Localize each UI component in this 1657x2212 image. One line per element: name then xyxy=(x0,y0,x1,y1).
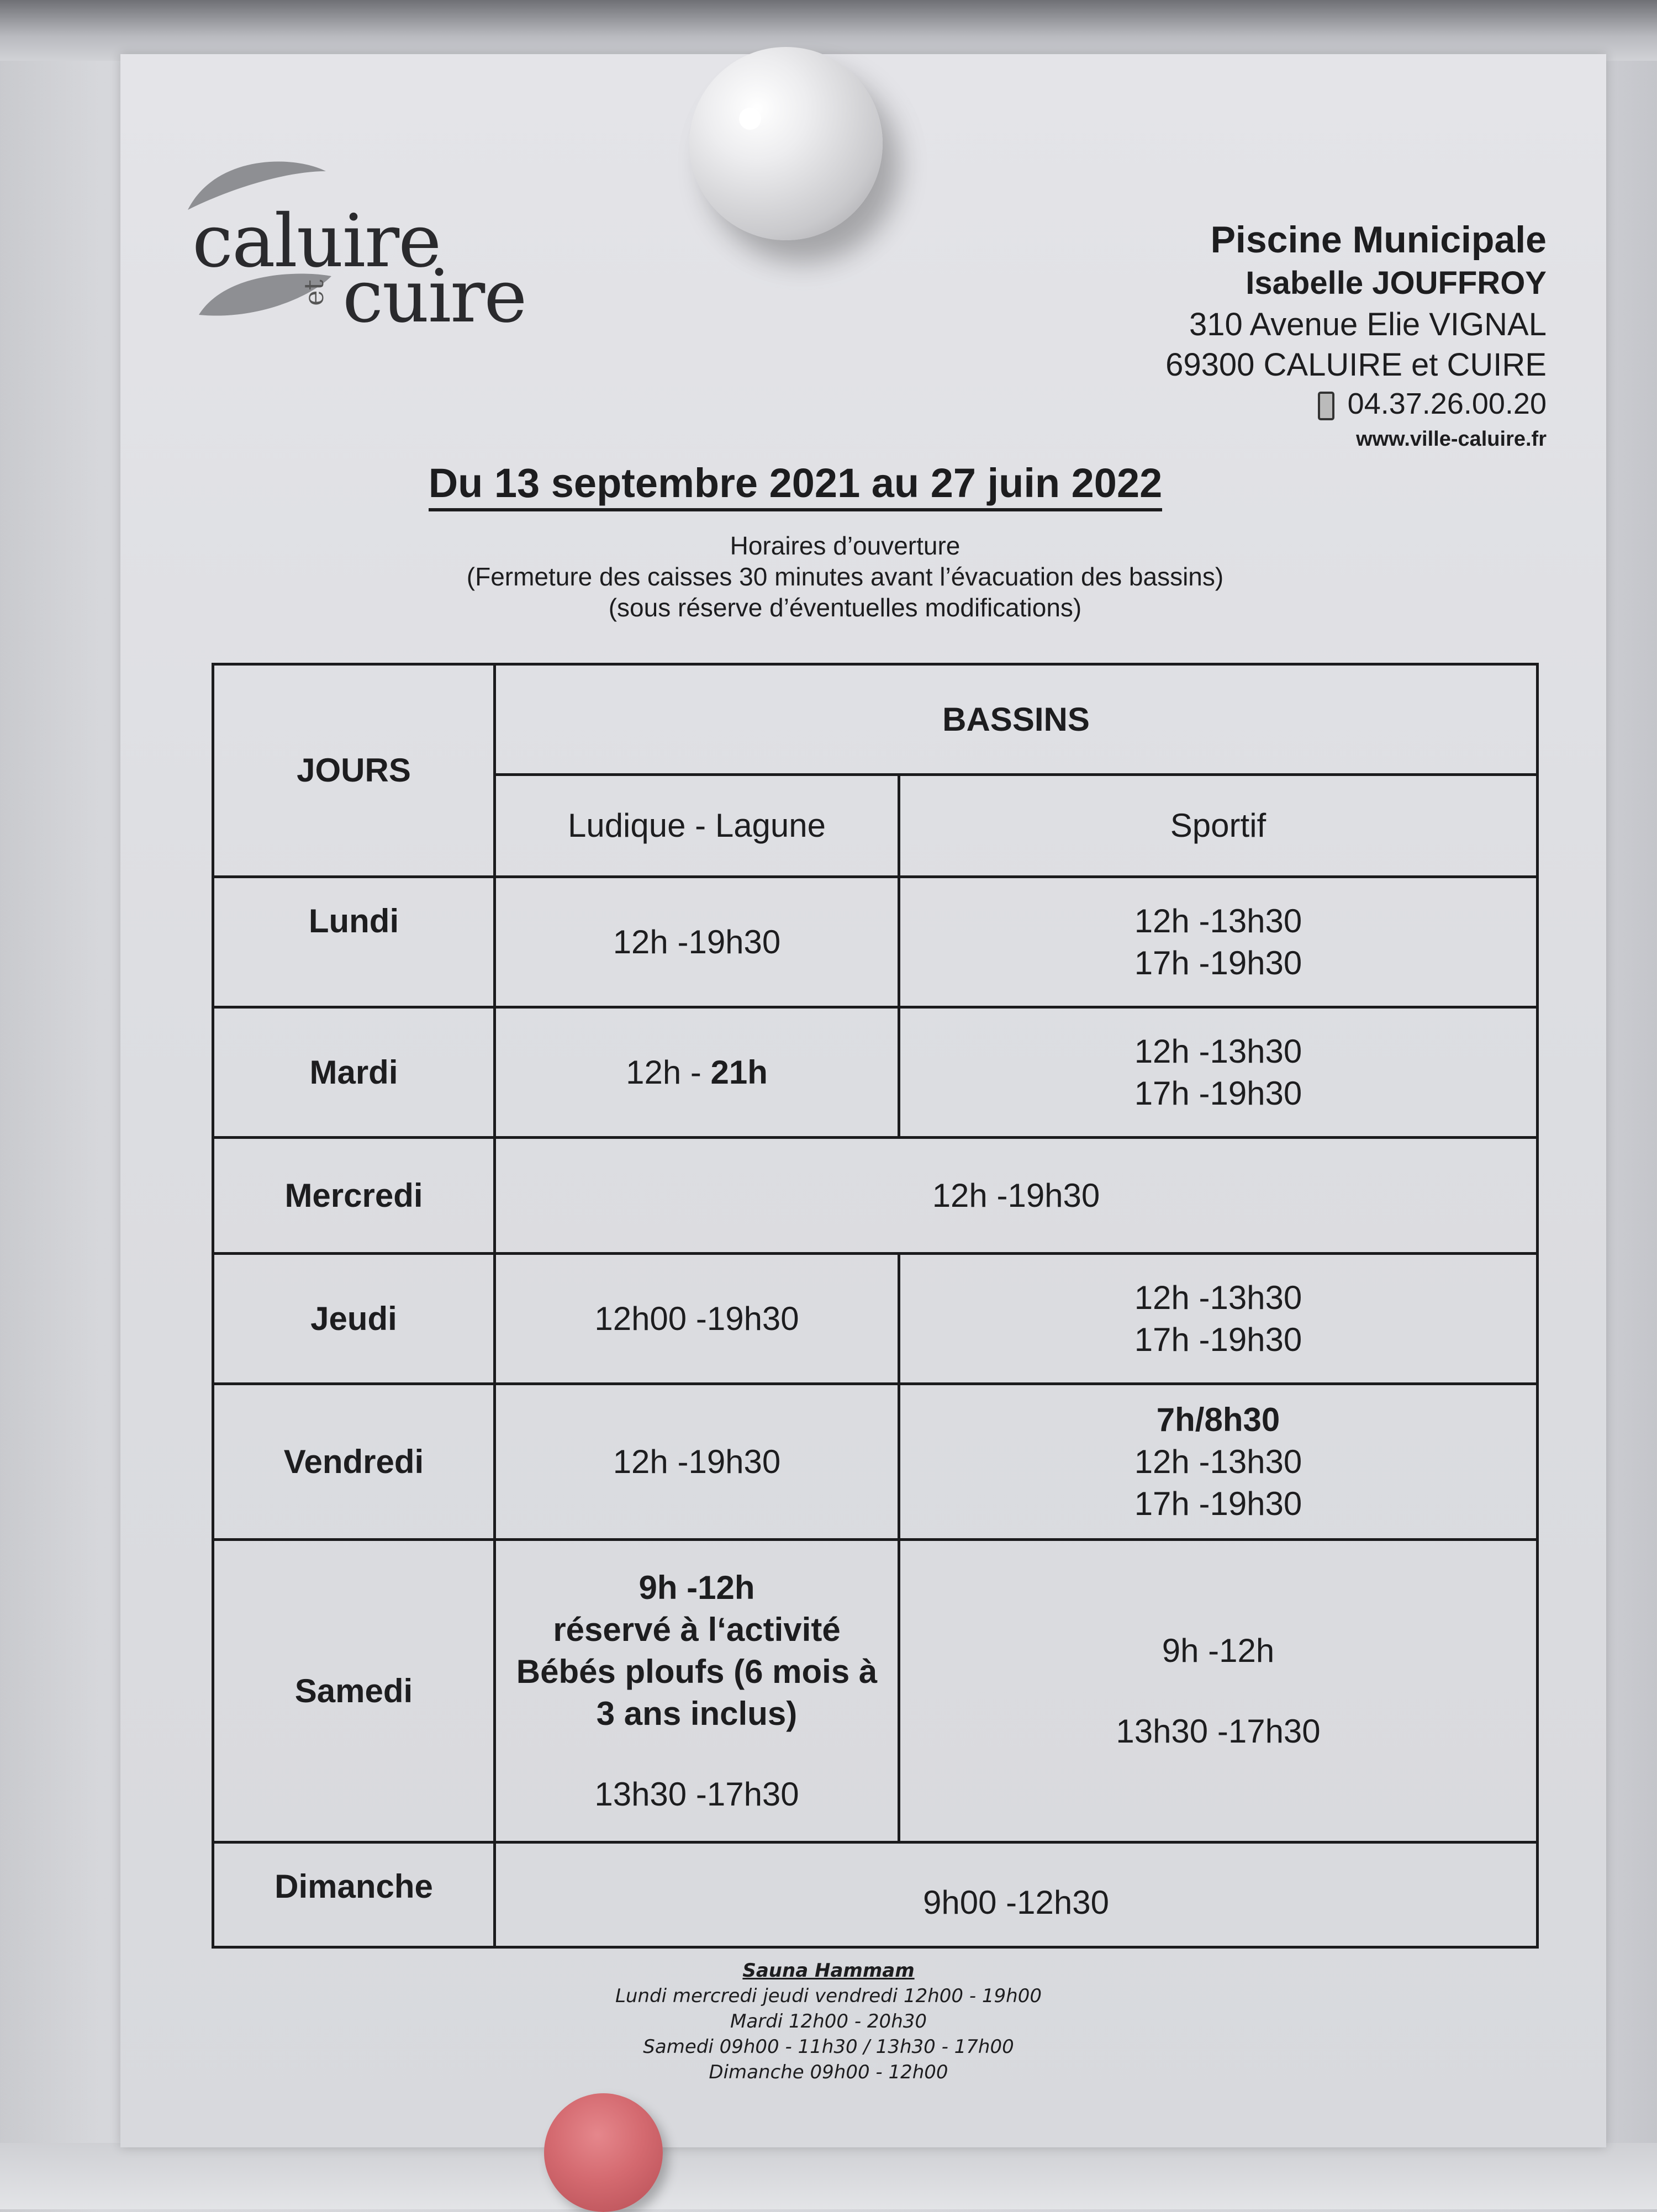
red-magnet xyxy=(544,2093,663,2212)
contact-block xyxy=(1165,218,1547,451)
ludique-cell xyxy=(495,1540,899,1843)
note-line: réservé à l‘activité xyxy=(553,1611,841,1648)
background-top-edge xyxy=(0,0,1657,61)
time-part-bold: 21h xyxy=(710,1053,768,1091)
subtitle-line-1: Horaires d’ouverture xyxy=(730,531,961,560)
subtitle xyxy=(0,530,1657,623)
ludique-cell xyxy=(495,1007,899,1138)
table-row xyxy=(213,1138,1538,1254)
ludique-cell: 12h00 -19h30 xyxy=(495,1254,899,1384)
table-row xyxy=(213,1007,1538,1138)
header-jours: JOURS xyxy=(213,664,495,877)
table-row xyxy=(213,1254,1538,1384)
table-header-row xyxy=(213,664,1538,775)
time-slot: 12h -13h30 xyxy=(1134,1443,1302,1480)
header-sportif: Sportif xyxy=(899,775,1538,877)
sauna-hammam-block xyxy=(0,1958,1657,2085)
schedule-table xyxy=(212,663,1539,1949)
day-cell: Lundi xyxy=(213,877,495,1007)
day-cell: Dimanche xyxy=(213,1843,495,1947)
address-line-1: 310 Avenue Elie VIGNAL xyxy=(1189,307,1547,342)
sportif-cell xyxy=(899,1384,1538,1540)
time-slot-bold: 7h/8h30 xyxy=(1156,1401,1280,1438)
phone-number: 04.37.26.00.20 xyxy=(1347,387,1547,420)
time-slot-bold: 9h -12h xyxy=(638,1569,755,1606)
table-row xyxy=(213,1384,1538,1540)
day-cell: Samedi xyxy=(213,1540,495,1843)
subtitle-line-2: (Fermeture des caisses 30 minutes avant l’évacuation des bassins) xyxy=(466,562,1224,591)
sportif-cell xyxy=(899,1540,1538,1843)
background-bottom-edge xyxy=(0,2143,1657,2209)
footer-line-1: Lundi mercredi jeudi vendredi 12h00 - 19h00 xyxy=(615,1985,1042,2007)
page-title xyxy=(0,460,1657,506)
footer-line-3: Samedi 09h00 - 11h30 / 13h30 - 17h00 xyxy=(643,2036,1014,2058)
time-slot: 12h -13h30 xyxy=(1134,1279,1302,1316)
note-line: Bébés ploufs (6 mois à xyxy=(516,1653,878,1690)
time-part: 12h - xyxy=(626,1053,711,1091)
day-cell: Jeudi xyxy=(213,1254,495,1384)
org-name: Piscine Municipale xyxy=(1210,219,1547,261)
phone-row xyxy=(1165,387,1547,421)
title-text: Du 13 septembre 2021 au 27 juin 2022 xyxy=(429,460,1163,511)
logo-word-caluire: caluire xyxy=(192,199,441,284)
day-cell: Vendredi xyxy=(213,1384,495,1540)
table-row xyxy=(213,877,1538,1007)
header-ludique: Ludique - Lagune xyxy=(495,775,899,877)
logo xyxy=(166,149,563,339)
logo-word-et: et xyxy=(298,279,330,306)
sportif-cell xyxy=(899,877,1538,1007)
person-name: Isabelle JOUFFROY xyxy=(1246,265,1547,301)
time-slot: 13h30 -17h30 xyxy=(1116,1712,1321,1750)
ludique-cell: 12h -19h30 xyxy=(495,877,899,1007)
day-cell: Mardi xyxy=(213,1007,495,1138)
merged-cell: 12h -19h30 xyxy=(495,1138,1538,1254)
time-slot: 9h -12h xyxy=(1162,1632,1275,1669)
table-row xyxy=(213,1540,1538,1843)
time-slot: 17h -19h30 xyxy=(1134,1485,1302,1522)
logo-word-cuire: cuire xyxy=(342,254,526,339)
merged-cell: 9h00 -12h30 xyxy=(495,1843,1538,1947)
time-slot: 17h -19h30 xyxy=(1134,1074,1302,1112)
time-slot: 12h -13h30 xyxy=(1134,902,1302,939)
subtitle-line-3: (sous réserve d’éventuelles modifications) xyxy=(608,593,1082,622)
footer-heading: Sauna Hammam xyxy=(742,1960,915,1982)
footer-line-4: Dimanche 09h00 - 12h00 xyxy=(709,2061,948,2083)
phone-icon xyxy=(1318,392,1334,420)
header-bassins: BASSINS xyxy=(495,664,1538,775)
sportif-cell xyxy=(899,1007,1538,1138)
time-slot: 17h -19h30 xyxy=(1134,1321,1302,1358)
website: www.ville-caluire.fr xyxy=(1356,427,1547,451)
footer-line-2: Mardi 12h00 - 20h30 xyxy=(730,2010,927,2032)
day-cell: Mercredi xyxy=(213,1138,495,1254)
time-slot: 13h30 -17h30 xyxy=(594,1775,799,1813)
sportif-cell xyxy=(899,1254,1538,1384)
ludique-cell: 12h -19h30 xyxy=(495,1384,899,1540)
time-slot: 17h -19h30 xyxy=(1134,944,1302,981)
time-slot: 12h -13h30 xyxy=(1134,1032,1302,1070)
note-line: 3 ans inclus) xyxy=(596,1694,798,1732)
table-row xyxy=(213,1843,1538,1947)
white-magnet xyxy=(689,47,883,240)
address-line-2: 69300 CALUIRE et CUIRE xyxy=(1165,347,1547,383)
